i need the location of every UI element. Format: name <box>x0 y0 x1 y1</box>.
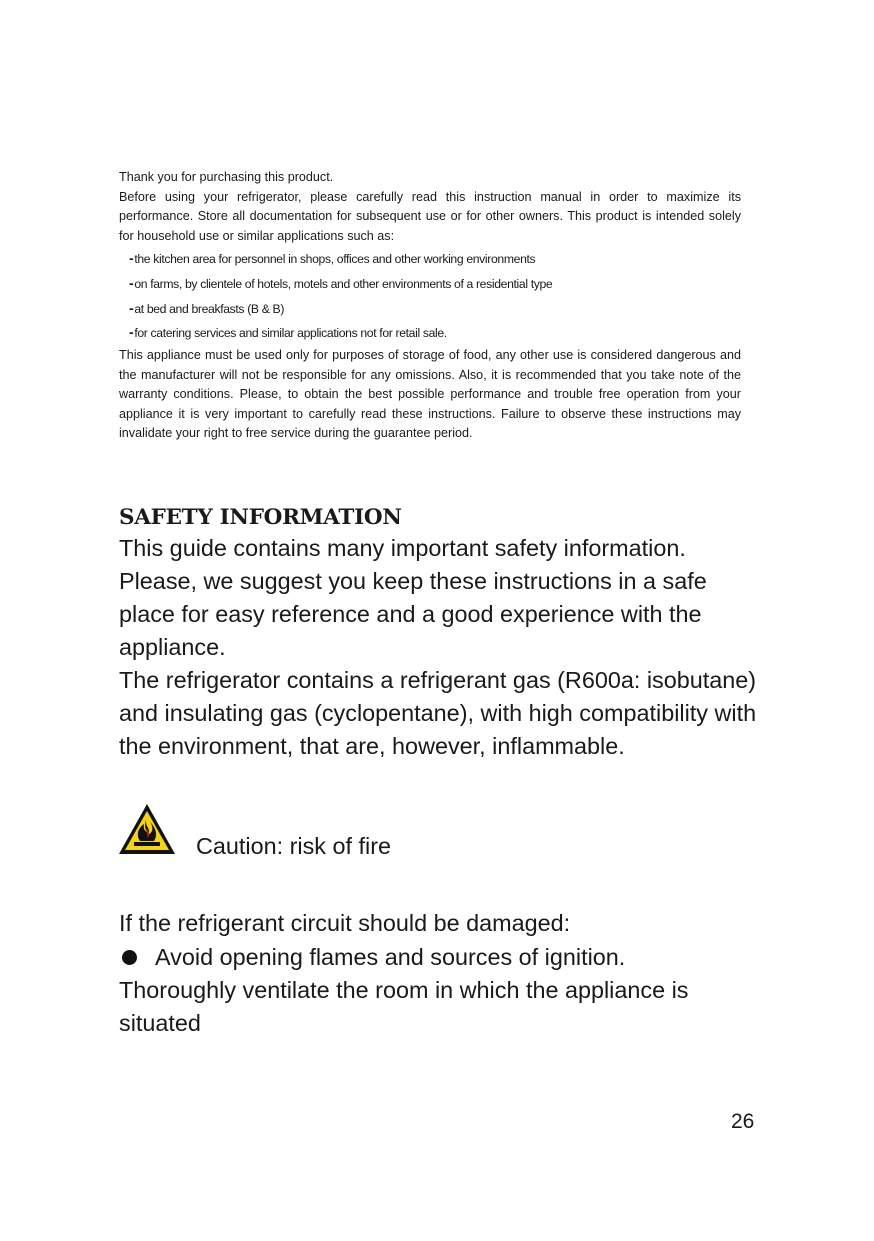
safety-heading: SAFETY INFORMATION <box>119 505 402 530</box>
usage-paragraph: This appliance must be used only for purposes of storage of food, any other use is considered dangerous and the manufacturer will not be responsible for any omissions. Also, it is recommended that you take note of the warranty conditions. Please, to obtain the best possible performance and trouble free operation from your appliance it is very important to carefully read these instructions. Failure to observe these instructions may invalidate your right to free service during the guarantee period. <box>119 348 741 441</box>
caution-label: Caution: risk of fire <box>196 833 391 859</box>
bullet-text: Avoid opening flames and sources of ignition. <box>155 944 626 970</box>
bullet-item <box>119 940 759 974</box>
caution-row <box>117 802 717 858</box>
safety-section <box>119 504 759 763</box>
refrigerant-paragraph: The refrigerator contains a refrigerant gas (R600a: isobutane) and insulating gas (cyclopentane), with high compatibility with the environment, that are, however, inflammable. <box>119 667 757 759</box>
intro-section <box>119 168 741 444</box>
list-item: -the kitchen area for personnel in shops, offices and other working environments <box>129 250 536 266</box>
usage-list <box>119 247 741 346</box>
dash-bullet: - <box>129 274 134 291</box>
circuit-intro: If the refrigerant circuit should be damaged: <box>119 910 571 936</box>
dash-bullet: - <box>129 250 134 266</box>
list-item: -on farms, by clientele of hotels, motels and other environments of a residential type <box>129 274 553 291</box>
dash-bullet: - <box>129 324 134 341</box>
intro-paragraph: Before using your refrigerator, please carefully read this instruction manual in order to maximize its performance. Store all documentation for subsequent use or for other owners. This product is intended solely for household use or similar applications such as: <box>119 189 741 243</box>
dash-bullet: - <box>129 299 134 316</box>
bullet-dot-icon <box>122 950 137 965</box>
list-item: -for catering services and similar applications not for retail sale. <box>129 324 447 341</box>
list-item: -at bed and breakfasts (B & B) <box>129 299 285 316</box>
flammable-warning-icon <box>117 802 177 856</box>
ventilate-text: Thoroughly ventilate the room in which the appliance is situated <box>119 977 689 1036</box>
refrigerant-circuit-section <box>119 907 759 1040</box>
safety-paragraph: This guide contains many important safety information. Please, we suggest you keep these instructions in a safe place for easy reference and a good experience with the appliance. <box>119 535 707 660</box>
page-number: 26 <box>731 1110 755 1133</box>
thanks-text: Thank you for purchasing this product. <box>119 170 334 184</box>
